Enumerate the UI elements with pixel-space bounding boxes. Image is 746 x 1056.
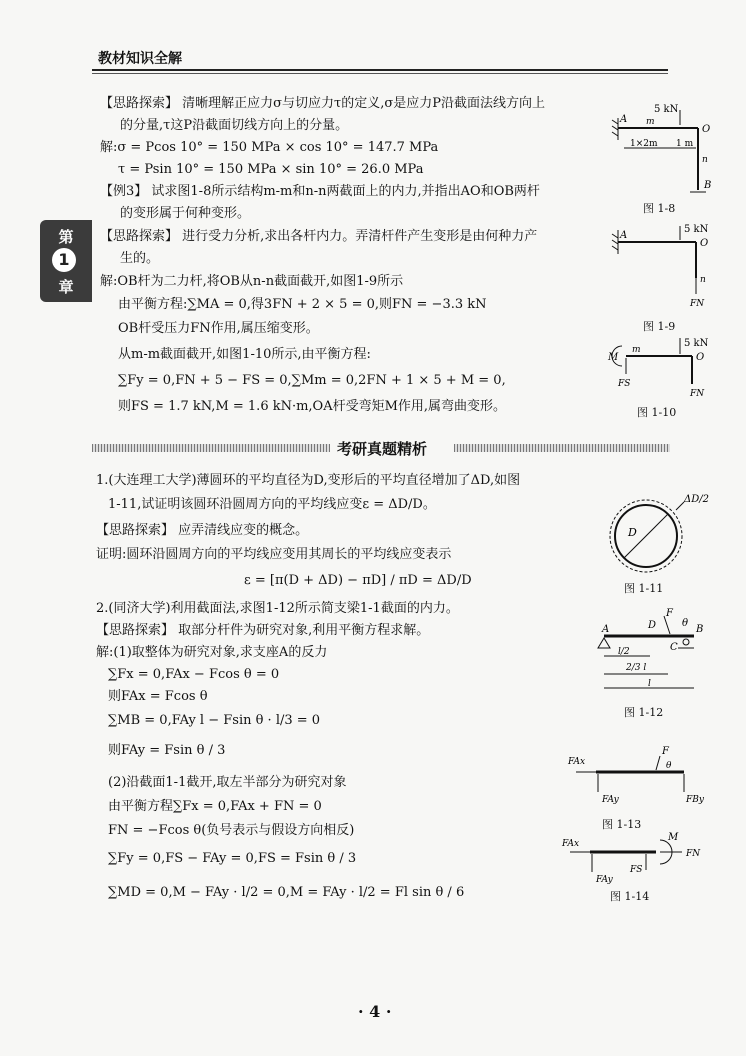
text-line: 解:(1)取整体为研究对象,求支座A的反力: [96, 645, 328, 660]
fig9-label-o: O: [700, 238, 709, 249]
section-bar-left: [92, 444, 330, 452]
fig12-label-l2: l/2: [618, 647, 630, 657]
fig14-label-fay: FAy: [596, 875, 613, 885]
fig8-label-o: O: [702, 124, 711, 135]
fig13-label-f: F: [662, 746, 669, 757]
fig10-label-fs: FS: [618, 379, 631, 389]
equation: ∑MB = 0,FAy l − Fsin θ · l/3 = 0: [108, 713, 321, 728]
text-line: 由平衡方程:∑MA = 0,得3FN + 2 × 5 = 0,则FN = −3.3 kN: [118, 297, 487, 312]
figure-1-8: [600, 100, 730, 208]
fig14-label-m: M: [668, 832, 679, 843]
fig10-label-fn: FN: [690, 389, 705, 399]
running-header: 教材知识全解: [98, 51, 182, 67]
fig12-label-b: B: [696, 624, 704, 635]
fig12-label-f: F: [666, 608, 673, 619]
fig12-label-d: D: [648, 620, 657, 631]
text-line: (2)沿截面1-1截开,取左半部分为研究对象: [108, 775, 347, 790]
figure-1-12: [590, 606, 710, 702]
equation: ε = [π(D + ΔD) − πD] / πD = ΔD/D: [244, 573, 472, 588]
text-line: 1.(大连理工大学)薄圆环的平均直径为D,变形后的平均直径增加了ΔD,如图: [96, 473, 521, 488]
text-line: 【例3】 试求图1-8所示结构m-m和n-n两截面上的内力,并指出AO和OB两杆: [100, 184, 540, 199]
fig10-label-o: O: [696, 352, 705, 363]
fig13-label-fax: FAx: [568, 757, 586, 767]
section-heading: [92, 438, 670, 458]
text-line: 从m-m截面截开,如图1-10所示,由平衡方程:: [118, 347, 371, 362]
fig8-label-a: A: [620, 114, 628, 125]
caption-fig-1-11: 图 1-11: [624, 582, 664, 595]
figure-1-13: [566, 744, 716, 810]
fig12-label-l23: 2/3 l: [626, 663, 647, 673]
caption-fig-1-10: 图 1-10: [637, 406, 677, 419]
header-rule: [92, 69, 668, 71]
fig14-label-fn: FN: [686, 849, 701, 859]
fig13-label-fby: FBy: [686, 795, 704, 805]
text-line: 2.(同济大学)利用截面法,求图1-12所示简支梁1-1截面的内力。: [96, 601, 459, 616]
fig12-label-theta: θ: [682, 618, 689, 629]
text-line: τ = Psin 10° = 150 MPa × sin 10° = 26.0 MPa: [118, 162, 424, 177]
text-line: 则FS = 1.7 kN,M = 1.6 kN·m,OA杆受弯矩M作用,属弯曲变形。: [118, 399, 507, 414]
text-line: 【思路探索】 清晰理解正应力σ与切应力τ的定义,σ是应力P沿截面法线方向上: [100, 96, 545, 111]
fig11-label-d: D: [628, 526, 637, 539]
text-line: ∑Fy = 0,FN + 5 − FS = 0,∑Mm = 0,2FN + 1 × 5 + M = 0,: [118, 373, 506, 388]
chapter-tab: [40, 220, 92, 302]
section-bar-right: [454, 444, 670, 452]
equation: 则FAy = Fsin θ / 3: [108, 743, 226, 758]
text-line: 解:σ = Pcos 10° = 150 MPa × cos 10° = 147.7 MPa: [100, 140, 439, 155]
figure-1-14: [560, 830, 716, 888]
fig8-label-n: n: [702, 155, 708, 165]
fig13-label-fay: FAy: [602, 795, 619, 805]
fig14-label-fax: FAx: [562, 839, 580, 849]
equation: ∑MD = 0,M − FAy · l/2 = 0,M = FAy · l/2 = Fl sin θ / 6: [108, 885, 465, 900]
figure-1-11: [596, 484, 716, 584]
page-number: · 4 ·: [358, 1002, 392, 1021]
chapter-tab-prefix: 第: [58, 228, 74, 246]
equation: ∑Fy = 0,FS − FAy = 0,FS = Fsin θ / 3: [108, 851, 357, 866]
fig12-label-l: l: [648, 679, 651, 689]
equation: 则FAx = Fcos θ: [108, 689, 208, 704]
text-line: 【思路探索】 进行受力分析,求出各杆内力。弄清杆件产生变形是由何种力产: [100, 229, 538, 244]
fig10-label-m: m: [632, 345, 641, 355]
text-line: OB杆受压力FN作用,属压缩变形。: [118, 321, 319, 336]
fig11-label-dd2: ΔD/2: [684, 494, 709, 505]
text-line: 的分量,τ这P沿截面切线方向上的分量。: [120, 118, 349, 133]
fig13-label-theta: θ: [666, 761, 672, 771]
equation: ∑Fx = 0,FAx − Fcos θ = 0: [108, 667, 280, 682]
fig10-label-m-moment: M: [608, 352, 619, 363]
caption-fig-1-13: 图 1-13: [602, 818, 642, 831]
text-line: FN = −Fcos θ(负号表示与假设方向相反): [108, 823, 355, 838]
chapter-number: 1: [52, 248, 76, 272]
text-line: 生的。: [120, 251, 160, 266]
fig8-dim1: 1×2m: [630, 139, 658, 149]
fig8-label-m: m: [646, 117, 655, 127]
header-rule-thin: [92, 73, 668, 74]
fig14-label-fs: FS: [630, 865, 643, 875]
text-line: 解:OB杆为二力杆,将OB从n-n截面截开,如图1-9所示: [100, 274, 404, 289]
fig8-label-b: B: [704, 180, 712, 191]
caption-fig-1-12: 图 1-12: [624, 706, 664, 719]
text-line: 1-11,试证明该圆环沿圆周方向的平均线应变ε = ΔD/D。: [108, 497, 436, 512]
fig12-label-c: C: [670, 642, 678, 653]
chapter-tab-suffix: 章: [58, 278, 74, 296]
section-title: 考研真题精析: [337, 440, 428, 458]
caption-fig-1-14: 图 1-14: [610, 890, 650, 903]
fig8-dim2: 1 m: [676, 139, 694, 149]
equation: 由平衡方程∑Fx = 0,FAx + FN = 0: [108, 799, 322, 814]
fig9-label-fn: FN: [690, 299, 705, 309]
caption-fig-1-9: 图 1-9: [643, 320, 676, 333]
text-line: 证明:圆环沿圆周方向的平均线应变用其周长的平均线应变表示: [96, 547, 452, 562]
figure-1-10: [604, 334, 730, 402]
fig9-label-n: n: [700, 275, 706, 285]
text-line: 的变形属于何种变形。: [120, 206, 251, 221]
figure-1-9: [600, 220, 730, 312]
fig12-label-a: A: [602, 624, 610, 635]
text-line: 【思路探索】 取部分杆件为研究对象,利用平衡方程求解。: [96, 623, 430, 638]
text-line: 【思路探索】 应弄清线应变的概念。: [96, 523, 309, 538]
fig9-label-a: A: [620, 230, 628, 241]
fig10-load: 5 kN: [684, 338, 709, 349]
caption-fig-1-8: 图 1-8: [643, 202, 676, 215]
fig9-load: 5 kN: [684, 224, 709, 235]
fig8-load: 5 kN: [654, 104, 679, 115]
